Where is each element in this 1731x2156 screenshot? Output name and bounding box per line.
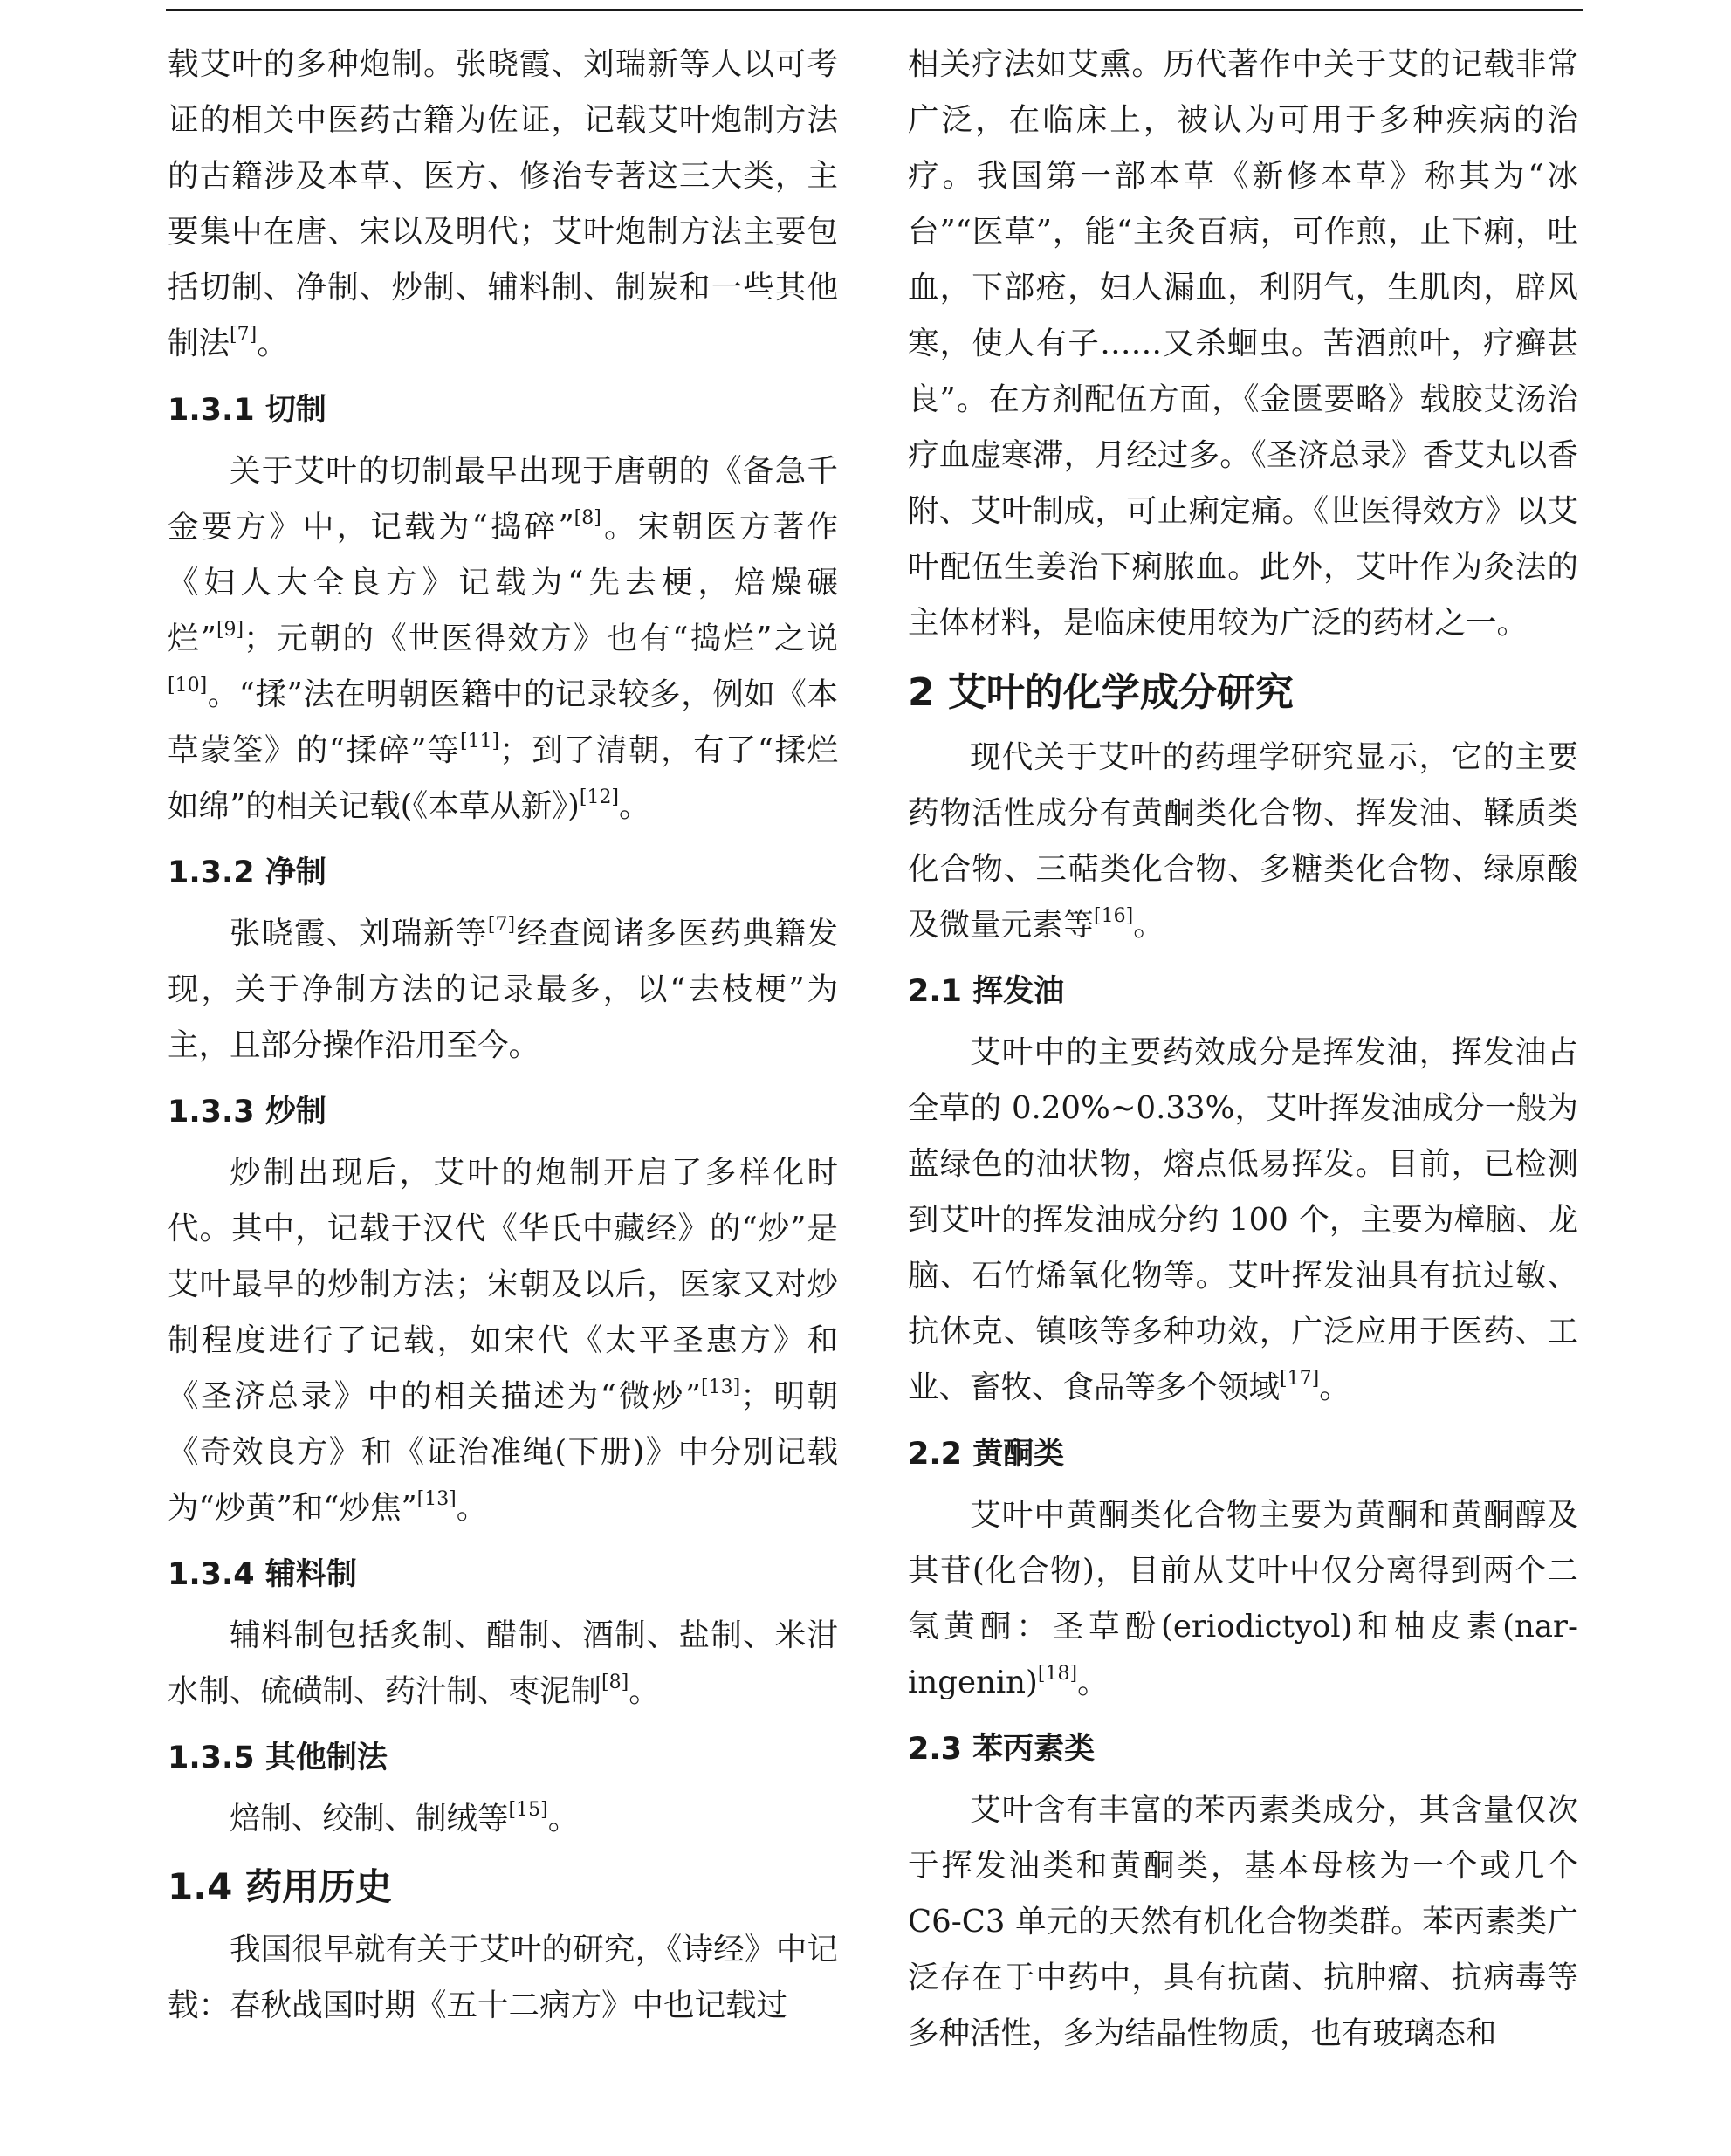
heading-1-4: 1.4 药用历史: [168, 1865, 393, 1908]
heading-2: 2 艾叶的化学成分研究: [908, 670, 1294, 715]
paragraph-chemical-overview: 现代关于艾叶的药理学研究显示，它的主要药物活性成分有黄酮类化合物、挥发油、鞣质类化合物、三萜类化合物、多糖类化合物、绿原酸及微量元素等[16]。: [908, 739, 1578, 943]
citation: [15]: [508, 1799, 548, 1821]
paragraph-phenylpropanoids: 艾叶含有丰富的苯丙素类成分，其含量仅次于挥发油类和黄酮类，基本母核为一个或几个 C6-C3 单元的天然有机化合物类群。苯丙素类广泛存在于中药中，具有抗菌、抗肿瘤、抗病毒等多种活性，多为结晶性物质，也有玻璃态和: [908, 1792, 1578, 2051]
citation: [12]: [579, 786, 620, 808]
heading-1-3-3: 1.3.3 炒制: [168, 1095, 326, 1129]
citation: [10]: [168, 675, 208, 697]
paragraph-other-methods: 焙制、绞制、制绒等[15]。: [230, 1799, 580, 1837]
heading-1-3-1: 1.3.1 切制: [168, 393, 326, 428]
citation: [8]: [601, 1672, 629, 1693]
heading-2-1: 2.1 挥发油: [908, 974, 1065, 1009]
citation: [8]: [574, 507, 601, 529]
paragraph-intro-continued: 载艾叶的多种炮制。张晓霞、刘瑞新等人以可考证的相关中医药古籍为佐证，记载艾叶炮制方法的古籍涉及本草、医方、修治专著这三大类，主要集中在唐、宋以及明代；艾叶炮制方法主要包括切制、净制、炒制、辅料制、制炭和一些其他制法[7]。: [168, 46, 838, 361]
citation: [17]: [1280, 1368, 1320, 1390]
citation: [7]: [230, 324, 258, 346]
paragraph-cutting: 关于艾叶的切制最早出现于唐朝的《备急千金要方》中，记载为“捣碎”[8]。宋朝医方著作《妇人大全良方》记载为“先去梗，焙燥碾烂”[9]；元朝的《世医得效方》也有“捣烂”之说[10]。“揉”法在明朝医籍中的记录较多，例如《本草蒙筌》的“揉碎”等[11]；到了清朝，有了“揉烂如绵”的相关记载(《本草从新》)[12]。: [168, 453, 838, 824]
heading-1-3-4: 1.3.4 辅料制: [168, 1557, 357, 1592]
heading-1-3-5: 1.3.5 其他制法: [168, 1741, 388, 1775]
paragraph-stir-frying: 炒制出现后，艾叶的炮制开启了多样化时代。其中，记载于汉代《华氏中藏经》的“炒”是艾叶最早的炒制方法；宋朝及以后，医家又对炒制程度进行了记载，如宋代《太平圣惠方》和《圣济总录》中的相关描述为“微炒”[13]；明朝《奇效良方》和《证治准绳(下册)》中分别记载为“炒黄”和“炒焦”[13]。: [168, 1155, 838, 1526]
paragraph-volatile-oil: 艾叶中的主要药效成分是挥发油，挥发油占全草的 0.20%~0.33%，艾叶挥发油成分一般为蓝绿色的油状物，熔点低易挥发。目前，已检测到艾叶的挥发油成分约 100 个，主要为樟脑、龙脑、石竹烯氧化物等。艾叶挥发油具有抗过敏、抗休克、镇咳等多种功效，广泛应用于医药、工业、畜牧、食品等多个领域[17]。: [908, 1034, 1578, 1405]
paragraph-medicinal-history: 我国很早就有关于艾叶的研究，《诗经》中记载：春秋战国时期《五十二病方》中也记载过: [168, 1932, 838, 2023]
heading-2-2: 2.2 黄酮类: [908, 1437, 1065, 1472]
citation: [9]: [216, 619, 244, 641]
citation: [11]: [459, 731, 500, 752]
citation: [7]: [487, 914, 516, 936]
paragraph-flavonoids: 艾叶中黄酮类化合物主要为黄酮和黄酮醇及其苷(化合物)，目前从艾叶中仅分离得到两个二氢黄酮：圣草酚(eriodictyol)和柚皮素(nar-ingenin)[18]。: [908, 1497, 1578, 1700]
citation: [16]: [1094, 905, 1134, 927]
left-column: [168, 37, 838, 2034]
citation: [13]: [416, 1488, 457, 1510]
paragraph-adjuvant: 辅料制包括炙制、醋制、酒制、盐制、米泔水制、硫磺制、药汁制、枣泥制[8]。: [168, 1617, 838, 1709]
heading-1-3-2: 1.3.2 净制: [168, 855, 326, 890]
citation: [18]: [1037, 1663, 1078, 1685]
citation: [13]: [701, 1377, 741, 1398]
header-rule: [166, 9, 1583, 11]
paragraph-cleaning: 张晓霞、刘瑞新等[7]经查阅诸多医药典籍发现，关于净制方法的记录最多，以“去枝梗”为主，且部分操作沿用至今。: [168, 914, 838, 1063]
paragraph-history-continued: 相关疗法如艾熏。历代著作中关于艾的记载非常广泛，在临床上，被认为可用于多种疾病的治疗。我国第一部本草《新修本草》称其为“冰台”“医草”，能“主灸百病，可作煎，止下痢，吐血，下部疮，妇人漏血，利阴气，生肌肉，辟风寒，使人有子……又杀蛔虫。苦酒煎叶，疗癣甚良”。在方剂配伍方面，《金匮要略》载胶艾汤治疗血虚寒滞，月经过多。《圣济总录》香艾丸以香附、艾叶制成，可止痢定痛。《世医得效方》以艾叶配伍生姜治下痢脓血。此外，艾叶作为灸法的主体材料，是临床使用较为广泛的药材之一。: [908, 46, 1578, 641]
heading-2-3: 2.3 苯丙素类: [908, 1732, 1096, 1767]
right-column: [908, 37, 1578, 2062]
